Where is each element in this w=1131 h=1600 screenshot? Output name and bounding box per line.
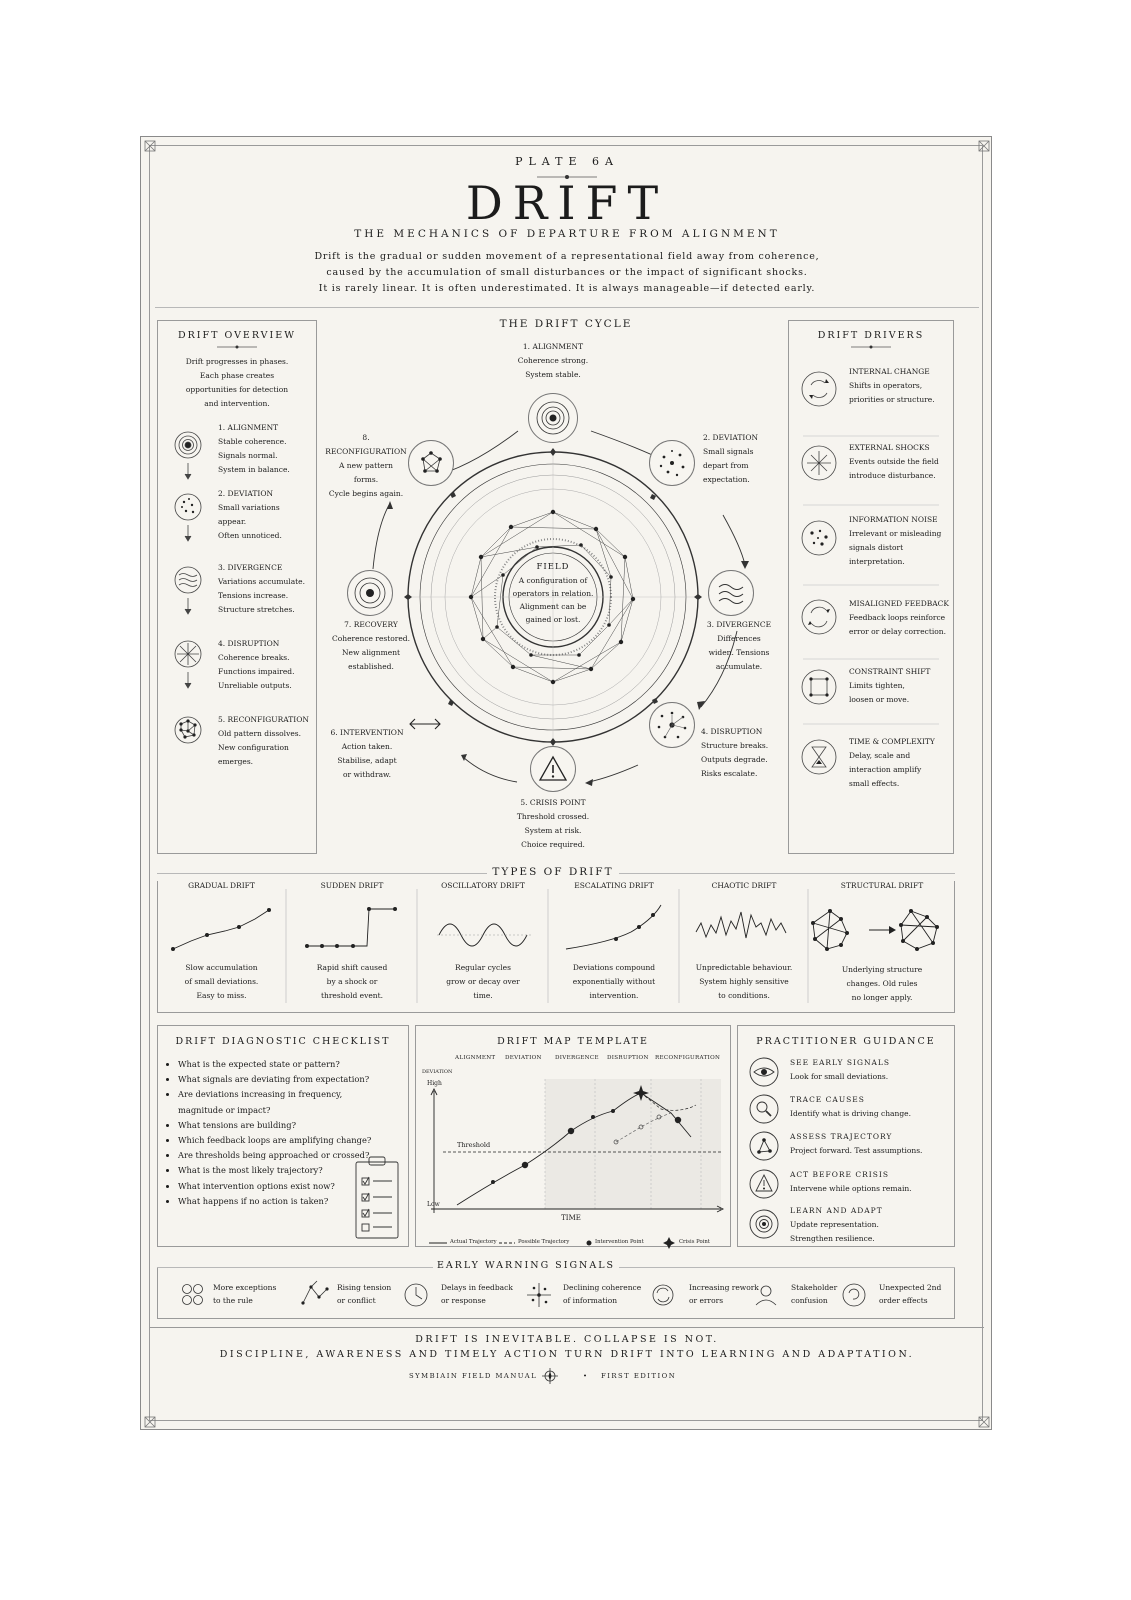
guidance-item-line: Intervene while options remain. [790,1184,912,1193]
type-line: System highly sensitive [699,977,789,986]
map-x-axis-label: TIME [561,1214,581,1222]
type-line: no longer apply. [851,993,913,1002]
checklist-item: • Are thresholds being approached or crossed? [178,1148,410,1163]
warning-stakeholder-confusion [791,1281,847,1307]
checklist-item: • What happens if no action is taken? [178,1194,410,1209]
overview-intro-line: Drift progresses in phases. [185,357,289,366]
node-line: Risks escalate. [701,769,758,778]
map-phase-label: DIVERGENCE [555,1055,599,1061]
intro-line: Drift is the gradual or sudden movement of a representational field away from coherence, [314,251,820,262]
overview-intro-line: Each phase creates [199,371,275,380]
map-high-label: High [427,1080,442,1087]
footer-separator: • [583,1372,589,1380]
type-escalating-title: ESCALATING DRIFT [574,881,654,890]
phase-line: Small variations [218,503,280,512]
warning-line: to the rule [213,1296,253,1305]
legend-item: Intervention Point [595,1239,644,1245]
type-line: Unpredictable behaviour. [695,963,793,972]
warning-line: Delays in feedback [441,1283,513,1292]
type-line: time. [473,991,493,1000]
phase-line: Functions impaired. [218,667,295,676]
node-line: Coherence strong. [517,356,589,365]
checklist-item: • What is the expected state or pattern? [178,1057,410,1072]
page-subtitle: THE MECHANICS OF DEPARTURE FROM ALIGNMENT [354,228,780,240]
driver-line: error or delay correction. [849,627,946,636]
warning-line: Declining coherence [563,1283,642,1292]
footer-right: FIRST EDITION [601,1372,677,1380]
type-sudden-title: SUDDEN DRIFT [320,881,384,890]
driver-title: TIME & COMPLEXITY [849,737,935,746]
type-line: Underlying structure [841,965,923,974]
phase-title: 5. RECONFIGURATION [218,715,309,724]
checklist-item: magnitude or impact? [178,1104,271,1115]
phase-line: New configuration [218,743,289,752]
poster-plate [140,136,992,1430]
driver-title: CONSTRAINT SHIFT [849,667,931,676]
node-line: Stabilise, adapt [337,756,397,765]
warning-line: or conflict [337,1296,376,1305]
guidance-item-line: Look for small deviations. [790,1072,889,1081]
driver-line: signals distort [849,543,904,552]
warning-line: Unexpected 2nd [879,1283,942,1292]
warning-declining-coherence [563,1281,653,1307]
closing-line-2: DISCIPLINE, AWARENESS AND TIMELY ACTION TURN DRIFT INTO LEARNING AND ADAPTATION. [219,1349,915,1360]
map-y-axis-label: DEVIATION [422,1069,453,1075]
intro-line: caused by the accumulation of small disturbances or the impact of significant shocks. [326,267,808,278]
node-line: Threshold crossed. [516,812,590,821]
guidance-item-title: ASSESS TRAJECTORY [790,1132,893,1141]
checklist-title: DRIFT DIAGNOSTIC CHECKLIST [175,1036,391,1047]
guidance-item-line: Project forward. Test assumptions. [790,1146,923,1155]
node-line: Coherence restored. [331,634,410,643]
phase-line: System in balance. [218,465,290,474]
node-title: 7. RECOVERY [344,620,398,629]
closing-line-1: DRIFT IS INEVITABLE. COLLAPSE IS NOT. [415,1334,719,1345]
driver-line: Delay, scale and [849,751,911,760]
warning-unexpected-effects [879,1281,955,1307]
driver-title: MISALIGNED FEEDBACK [849,599,950,608]
type-line: Easy to miss. [196,991,247,1000]
node-title: 2. DEVIATION [703,433,759,442]
node-line: A new pattern [338,461,394,470]
legend-item: Actual Trajectory [450,1239,497,1245]
type-line: threshold event. [321,991,383,1000]
driver-title: INTERNAL CHANGE [849,367,930,376]
driver-line: Limits tighten, [849,681,905,690]
types-title: TYPES OF DRIFT [492,866,614,878]
compass-star-icon [542,1368,558,1384]
phase-line: Stable coherence. [218,437,287,446]
closing-rule [150,1327,984,1328]
drivers-title: DRIFT DRIVERS [817,330,925,341]
phase-line: Tensions increase. [218,591,289,600]
phase-title: 3. DIVERGENCE [218,563,283,572]
warnings-title: EARLY WARNING SIGNALS [436,1260,616,1271]
field-line: operators in relation. [512,589,594,598]
driver-line: interpretation. [849,557,905,566]
checklist-item: • What intervention options exist now? [178,1179,410,1194]
driver-line: Shifts in operators, [849,381,923,390]
warning-line: or errors [689,1296,724,1305]
warning-line: More exceptions [213,1283,277,1292]
node-title: 8. RECONFIGURATION [325,433,407,456]
driver-title: INFORMATION NOISE [849,515,938,524]
driver-line: introduce disturbance. [849,471,936,480]
type-line: intervention. [589,991,639,1000]
phase-line: Structure stretches. [218,605,295,614]
phase-line: Variations accumulate. [218,577,305,586]
guidance-title: PRACTITIONER GUIDANCE [756,1036,936,1047]
cycle-title: THE DRIFT CYCLE [499,318,633,330]
guidance-item-title: LEARN AND ADAPT [790,1206,883,1215]
node-line: Outputs degrade. [701,755,768,764]
overview-intro-line: and intervention. [204,399,270,408]
phase-line: Old pattern dissolves. [218,729,301,738]
node-title: 6. INTERVENTION [330,728,404,737]
node-line: widen. Tensions [708,648,770,657]
node-line: New alignment [341,648,401,657]
guidance-item-line: Strengthen resilience. [790,1234,875,1243]
type-chaotic-title: CHAOTIC DRIFT [711,881,777,890]
warning-line: Stakeholder [791,1283,838,1292]
footer-left: SYMBIAIN FIELD MANUAL [409,1372,538,1380]
map-phase-label: DISRUPTION [607,1055,649,1061]
node-line: System at risk. [524,826,582,835]
driver-line: loosen or move. [849,695,910,704]
type-line: Regular cycles [455,963,511,972]
driver-line: Feedback loops reinforce [849,613,946,622]
driver-line: interaction amplify [849,765,922,774]
checklist-item: • What signals are deviating from expectation? [178,1072,410,1087]
phase-line: appear. [218,517,247,526]
node-line: depart from [703,461,749,470]
driver-line: small effects. [849,779,900,788]
node-line: Cycle begins again. [328,489,404,498]
node-title: 4. DISRUPTION [701,727,763,736]
warning-line: Increasing rework [689,1283,759,1292]
page-title: DRIFT [465,176,669,230]
field-title: FIELD [536,562,570,572]
map-phase-label: DEVIATION [505,1055,542,1061]
warning-rising-tension [337,1281,407,1307]
map-phase-label: ALIGNMENT [455,1055,496,1061]
intro-line: It is rarely linear. It is often underestimated. It is always manageable—if detected early. [318,283,816,294]
node-line: Differences [717,634,761,643]
warning-line: of information [563,1296,618,1305]
phase-line: Unreliable outputs. [218,681,292,690]
phase-title: 2. DEVIATION [218,489,274,498]
node-title: 5. CRISIS POINT [520,798,586,807]
type-line: Rapid shift caused [316,963,388,972]
driver-line: priorities or structure. [849,395,935,404]
map-threshold-label: Threshold [457,1141,491,1149]
node-line: Small signals [703,447,754,456]
phase-line: Signals normal. [218,451,278,460]
warning-line: order effects [879,1296,928,1305]
type-line: changes. Old rules [846,979,918,988]
node-title: 1. ALIGNMENT [522,342,584,351]
type-line: to conditions. [718,991,770,1000]
checklist-item: • Are deviations increasing in frequency, [178,1087,410,1102]
node-line: forms. [353,475,379,484]
node-line: System stable. [525,370,581,379]
checklist-item: • What is the most likely trajectory? [178,1163,410,1178]
phase-title: 1. ALIGNMENT [218,423,279,432]
guidance-item-title: SEE EARLY SIGNALS [790,1058,891,1067]
node-line: accumulate. [715,662,763,671]
type-line: by a shock or [326,977,378,986]
legend-item: Possible Trajectory [518,1239,570,1245]
type-gradual-title: GRADUAL DRIFT [188,881,255,890]
node-line: expectation. [703,475,750,484]
field-line: A configuration of [518,576,588,585]
checklist-item: • Which feedback loops are amplifying change? [178,1133,410,1148]
driver-title: EXTERNAL SHOCKS [849,443,930,452]
overview-intro-line: opportunities for detection [185,385,289,394]
map-low-label: Low [427,1201,440,1208]
type-line: Deviations compound [572,963,656,972]
legend-item: Crisis Point [679,1239,710,1245]
map-title: DRIFT MAP TEMPLATE [497,1036,649,1047]
node-line: established. [348,662,394,671]
driver-line: Events outside the field [849,457,939,466]
guidance-item-line: Update representation. [790,1220,879,1229]
node-line: Structure breaks. [701,741,769,750]
type-line: of small deviations. [184,977,259,986]
node-title: 3. DIVERGENCE [706,620,772,629]
checklist-item: • What tensions are building? [178,1118,410,1133]
phase-line: emerges. [218,757,254,766]
type-line: exponentially without [572,977,656,986]
type-line: Slow accumulation [185,963,258,972]
node-line: Action taken. [341,742,393,751]
guidance-item-line: Identify what is driving change. [790,1109,911,1118]
warning-icons [141,137,993,1431]
type-structural-title: STRUCTURAL DRIFT [840,881,924,890]
warning-increasing-rework [689,1281,765,1307]
warning-more-exceptions [213,1281,293,1307]
field-line: Alignment can be [519,602,587,611]
warning-line: or response [441,1296,486,1305]
warning-line: confusion [791,1296,828,1305]
plate-label: PLATE 6A [515,155,619,168]
node-line: Choice required. [521,840,585,849]
field-line: gained or lost. [525,615,581,624]
type-line: grow or decay over [446,977,520,986]
warning-line: Rising tension [337,1283,392,1292]
phase-title: 4. DISRUPTION [218,639,280,648]
node-line: or withdraw. [343,770,391,779]
guidance-item-title: TRACE CAUSES [790,1095,865,1104]
phase-line: Often unnoticed. [218,531,282,540]
type-oscillatory-title: OSCILLATORY DRIFT [441,881,525,890]
guidance-item-title: ACT BEFORE CRISIS [790,1170,889,1179]
driver-line: Irrelevant or misleading [849,529,942,538]
phase-line: Coherence breaks. [218,653,290,662]
warning-delays-feedback [441,1281,525,1307]
map-phase-label: RECONFIGURATION [655,1055,721,1061]
overview-title: DRIFT OVERVIEW [177,330,296,341]
